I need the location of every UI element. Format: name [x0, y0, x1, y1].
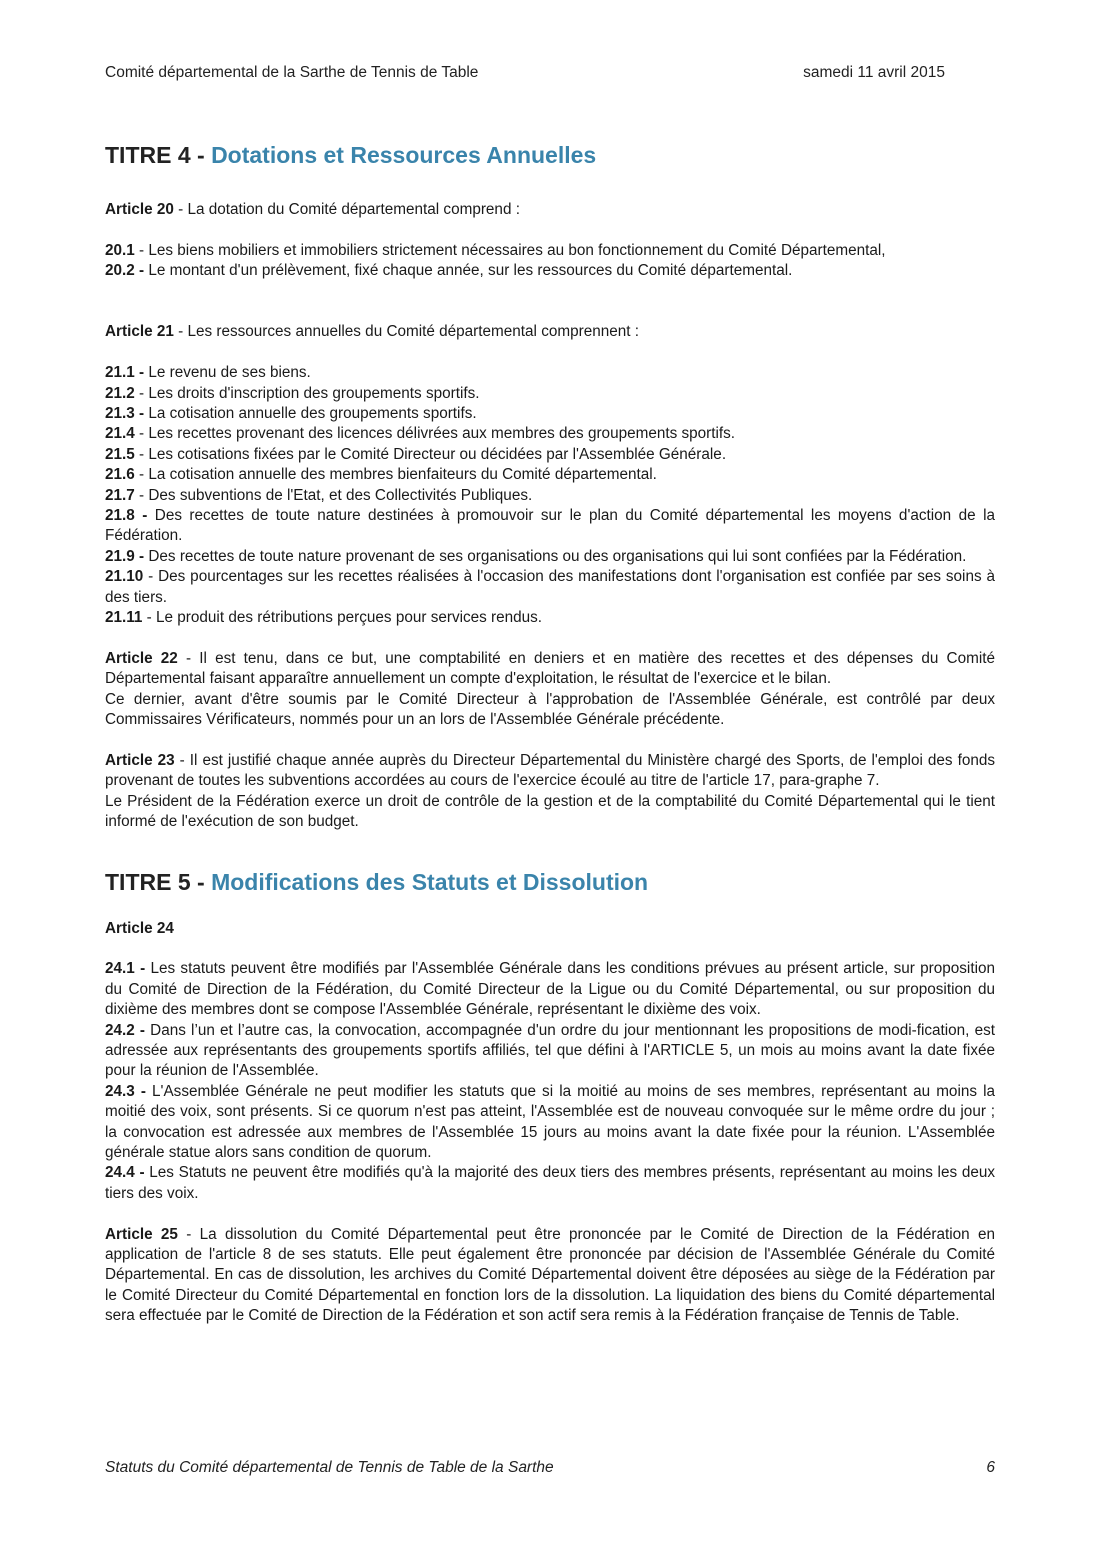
item-21-10 [105, 567, 995, 608]
item-21-5 [105, 445, 995, 465]
item-text: - Les biens mobiliers et immobiliers strictement nécessaires au bon fonctionnement du Comité Départemental, [134, 241, 886, 259]
item-20-2 [105, 261, 995, 281]
item-number: 21.2 [105, 384, 135, 402]
item-text: Le revenu de ses biens. [144, 364, 311, 382]
item-24-4 [105, 1163, 995, 1204]
article-23-paragraph-2: Le Président de la Fédération exerce un droit de contrôle de la gestion et de la comptabilité du Comité Départemental qui le tient informé de l'exécution de son budget. [105, 792, 995, 831]
item-number: 21.7 [105, 486, 135, 504]
article-20 [105, 200, 995, 220]
item-21-11 [105, 608, 995, 628]
footer-document-title: Statuts du Comité départemental de Tennis de Table de la Sarthe [105, 1459, 554, 1476]
item-text: - Les cotisations fixées par le Comité Directeur ou décidées par l'Assemblée Générale. [134, 445, 727, 463]
article-22 [105, 649, 995, 690]
item-21-1 [105, 363, 995, 383]
item-number: 21.5 [105, 445, 135, 463]
titre-5-heading [105, 867, 995, 897]
document-body [105, 140, 995, 1327]
header-organization: Comité départemental de la Sarthe de Tennis de Table [105, 64, 479, 81]
item-text: - Le produit des rétributions perçues pour services rendus. [142, 609, 543, 627]
page-header [105, 64, 945, 88]
item-text: Dans l’un et l’autre cas, la convocation, accompagnée d'un ordre du jour mentionnant les propositions de modi-fication, est adressée aux représentants des groupements sportifs affiliés, tel que défini à l'ARTICLE 5, un mois au moins avant la date fixée pour la réunion de l'Assemblée. [105, 1021, 995, 1080]
item-number: 24.1 - [105, 960, 146, 978]
item-number: 21.9 - [105, 547, 145, 565]
item-text: Des recettes de toute nature provenant de ses organisations ou des organisations qui lui sont confiées par la Fédération. [144, 547, 967, 565]
article-20-text: - La dotation du Comité départemental comprend : [173, 201, 520, 218]
article-23-label: Article 23 [105, 751, 175, 769]
item-number: 21.1 - [105, 364, 145, 382]
item-24-1 [105, 959, 995, 1020]
item-21-6 [105, 465, 995, 485]
article-24-label: Article 24 [105, 919, 174, 937]
item-24-3 [105, 1082, 995, 1164]
article-25 [105, 1225, 995, 1327]
item-21-9 [105, 547, 995, 567]
item-20-1 [105, 241, 995, 261]
item-number: 21.4 [105, 425, 135, 443]
titre-4-name: Dotations et Ressources Annuelles [211, 142, 597, 168]
item-number: 24.2 - [105, 1021, 146, 1039]
item-number: 20.2 - [105, 262, 145, 280]
item-text: - Des subventions de l'Etat, et des Collectivités Publiques. [134, 486, 533, 504]
item-21-2 [105, 384, 995, 404]
article-20-label: Article 20 [105, 201, 174, 218]
item-number: 24.4 - [105, 1164, 145, 1182]
item-text: Des recettes de toute nature destinées à promouvoir sur le plan du Comité départemental les moyens d'action de la Fédération. [105, 507, 995, 545]
article-22-paragraph-2: Ce dernier, avant d'être soumis par le Comité Directeur à l'approbation de l'Assemblée Générale, est contrôlé par deux Commissaires Vérificateurs, nommés pour un an lors de l'Assemblée Générale précédente. [105, 690, 995, 729]
titre-4-label: TITRE 4 - [105, 142, 212, 168]
item-21-4 [105, 424, 995, 444]
item-number: 21.8 - [105, 507, 148, 525]
item-text: Les Statuts ne peuvent être modifiés qu'à la majorité des deux tiers des membres présents, représentant au moins les deux tiers des voix. [105, 1164, 995, 1202]
article-21-text: - Les ressources annuelles du Comité départemental comprennent : [173, 323, 639, 341]
item-text: La cotisation annuelle des groupements sportifs. [144, 405, 477, 423]
titre-5-label: TITRE 5 - [105, 868, 212, 895]
article-23 [105, 751, 995, 792]
item-number: 21.3 - [105, 405, 145, 423]
article-22-label: Article 22 [105, 649, 178, 667]
titre-4-heading [105, 140, 995, 170]
article-25-label: Article 25 [105, 1225, 178, 1243]
item-21-8 [105, 506, 995, 547]
article-21 [105, 322, 995, 342]
item-number: 21.10 [105, 568, 144, 586]
item-text: - Des pourcentages sur les recettes réalisées à l'occasion des manifestations dont l'organisation est confiée par ses soins à des tiers. [105, 568, 995, 606]
article-23-text: - Il est justifié chaque année auprès du Directeur Départemental du Ministère chargé des Sports, de l'emploi des fonds provenant de toutes les subventions accordées au cours de l'exercice écoulé au titre de l'article 17, para-graphe 7. [105, 751, 995, 790]
article-25-text: - La dissolution du Comité Départemental peut être prononcée par le Comité de Direction de la Fédération en application de l'article 8 de ses statuts. Elle peut également être prononcée par décision de l'Assemblée Générale du Comité Départemental. En cas de dissolution, les archives du Comité Départemental doivent être déposées au siège de la Fédération par le Comité Directeur du Comité Départemental en fonction lors de la dissolution. La liquidation des biens du Comité départemental sera effectuée par le Comité de Direction de la Fédération et son actif sera remis à la Fédération française de Tennis de Table. [105, 1225, 995, 1325]
item-text: Les statuts peuvent être modifiés par l'Assemblée Générale dans les conditions prévues au présent article, sur proposition du Comité de Direction de la Fédération, du Comité Directeur de la Ligue ou du Comité Départemental, ou sur proposition du dixième des membres dont se compose l'Assemblée Générale, représentant le dixième des voix. [105, 960, 995, 1019]
item-text: - La cotisation annuelle des membres bienfaiteurs du Comité départemental. [134, 466, 657, 484]
item-number: 20.1 [105, 241, 135, 259]
item-number: 21.6 [105, 466, 135, 484]
article-21-label: Article 21 [105, 323, 174, 341]
titre-5-name: Modifications des Statuts et Dissolution [211, 868, 649, 895]
article-22-text: - Il est tenu, dans ce but, une comptabilité en deniers et en matière des recettes et des dépenses du Comité Départemental faisant apparaître annuellement un compte d'exploitation, le résultat de l'exercice et le bilan. [105, 649, 995, 688]
item-21-7 [105, 486, 995, 506]
item-text: - Les droits d'inscription des groupements sportifs. [134, 384, 480, 402]
item-number: 24.3 - [105, 1082, 146, 1100]
item-text: Le montant d'un prélèvement, fixé chaque année, sur les ressources du Comité départemental. [144, 262, 793, 280]
item-21-3 [105, 404, 995, 424]
item-number: 21.11 [105, 609, 143, 627]
item-24-2 [105, 1021, 995, 1082]
header-date: samedi 11 avril 2015 [803, 64, 945, 81]
item-text: - Les recettes provenant des licences délivrées aux membres des groupements sportifs. [134, 425, 736, 443]
page-number: 6 [986, 1459, 995, 1476]
item-text: L'Assemblée Générale ne peut modifier les statuts que si la moitié au moins de ses membres, représentant au moins la moitié des voix, sont présents. Si ce quorum n'est pas atteint, l'Assemblée est de nouveau convoquée sur le même ordre du jour ; la convocation est adressée aux membres de l'Assemblée 15 jours au moins avant la date fixée pour la réunion. L'Assemblée générale statue alors sans condition de quorum. [105, 1082, 995, 1161]
